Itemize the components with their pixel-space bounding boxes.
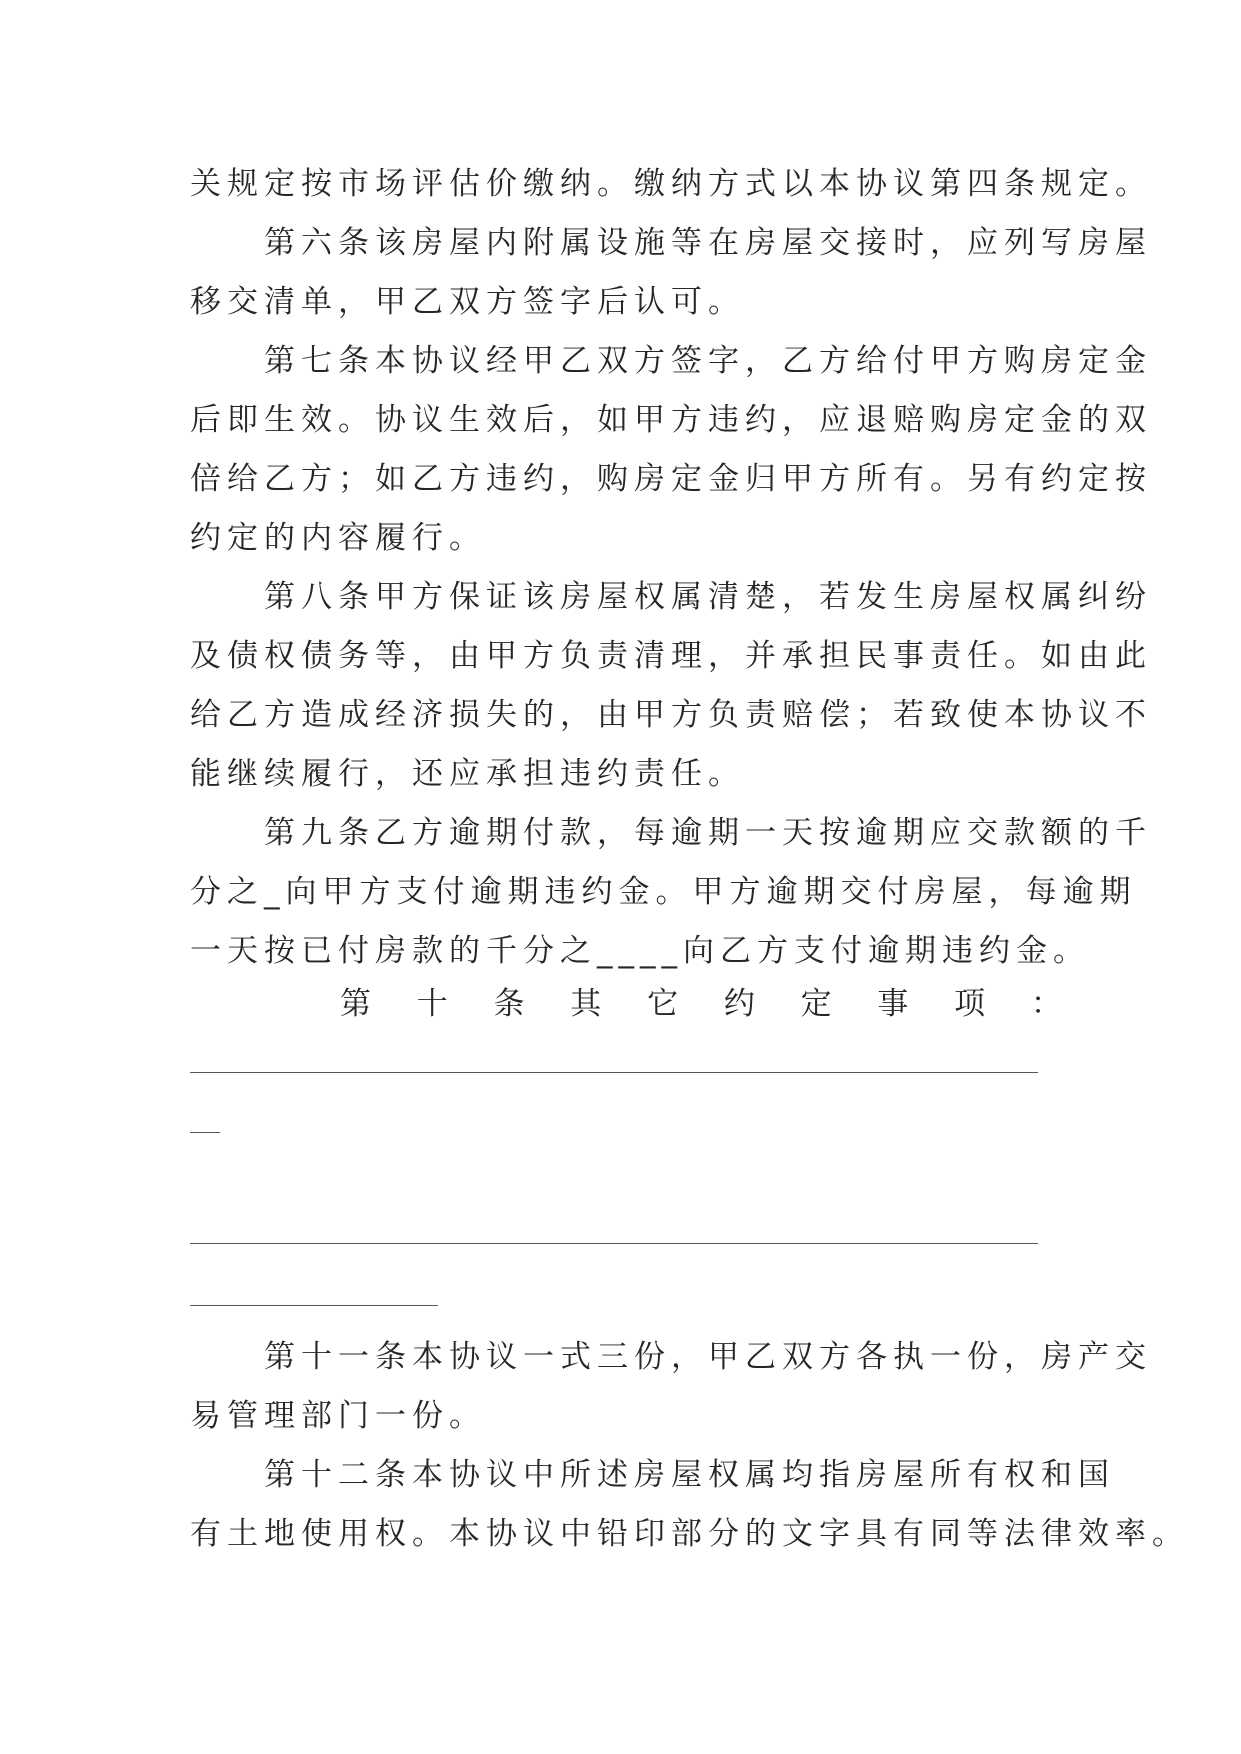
article-10-heading xyxy=(340,975,1062,1034)
heading-char: 条 xyxy=(493,986,525,1022)
text-line: 给乙方造成经济损失的，由甲方负责赔偿；若致使本协议不 xyxy=(190,697,1152,733)
heading-char: 事 xyxy=(877,986,909,1022)
blank-fill-line xyxy=(190,1132,220,1133)
text-line: 关规定按市场评估价缴纳。缴纳方式以本协议第四条规定。 xyxy=(190,166,1152,202)
heading-char: 约 xyxy=(723,986,755,1022)
blank-fill-line xyxy=(190,1305,438,1306)
text-block-articles-5-9 xyxy=(190,155,1152,981)
text-line: 第十二条本协议中所述房屋权属均指房屋所有权和国 xyxy=(190,1457,1115,1493)
heading-char: 定 xyxy=(800,986,832,1022)
text-line: 移交清单，甲乙双方签字后认可。 xyxy=(190,284,745,320)
heading-char: 其 xyxy=(570,986,602,1022)
text-line: 第九条乙方逾期付款，每逾期一天按逾期应交款额的千 xyxy=(190,815,1152,851)
heading-char: ： xyxy=(1030,986,1062,1022)
text-line: 一天按已付房款的千分之____向乙方支付逾期违约金。 xyxy=(190,933,1090,969)
text-line: 能继续履行，还应承担违约责任。 xyxy=(190,756,745,792)
text-line: 有土地使用权。本协议中铅印部分的文字具有同等法律效率。 xyxy=(190,1516,1189,1552)
text-line: 第七条本协议经甲乙双方签字，乙方给付甲方购房定金 xyxy=(190,343,1152,379)
text-line: 倍给乙方；如乙方违约，购房定金归甲方所有。另有约定按 xyxy=(190,461,1152,497)
heading-char: 它 xyxy=(647,986,679,1022)
text-line: 第六条该房屋内附属设施等在房屋交接时，应列写房屋 xyxy=(190,225,1152,261)
text-line: 易管理部门一份。 xyxy=(190,1398,486,1434)
text-line: 第十一条本协议一式三份，甲乙双方各执一份，房产交 xyxy=(190,1339,1152,1375)
heading-char: 项 xyxy=(954,986,986,1022)
blank-fill-line xyxy=(190,1243,1038,1244)
text-line: 约定的内容履行。 xyxy=(190,520,486,556)
text-line: 后即生效。协议生效后，如甲方违约，应退赔购房定金的双 xyxy=(190,402,1152,438)
heading-char: 第 xyxy=(340,986,371,1022)
heading-char: 十 xyxy=(416,986,448,1022)
text-line: 第八条甲方保证该房屋权属清楚，若发生房屋权属纠纷 xyxy=(190,579,1152,615)
blank-fill-line xyxy=(190,1072,1038,1073)
text-line: 及债权债务等，由甲方负责清理，并承担民事责任。如由此 xyxy=(190,638,1152,674)
text-line: 分之_向甲方支付逾期违约金。甲方逾期交付房屋，每逾期 xyxy=(190,874,1137,910)
text-block-articles-11-12 xyxy=(190,1328,1189,1564)
